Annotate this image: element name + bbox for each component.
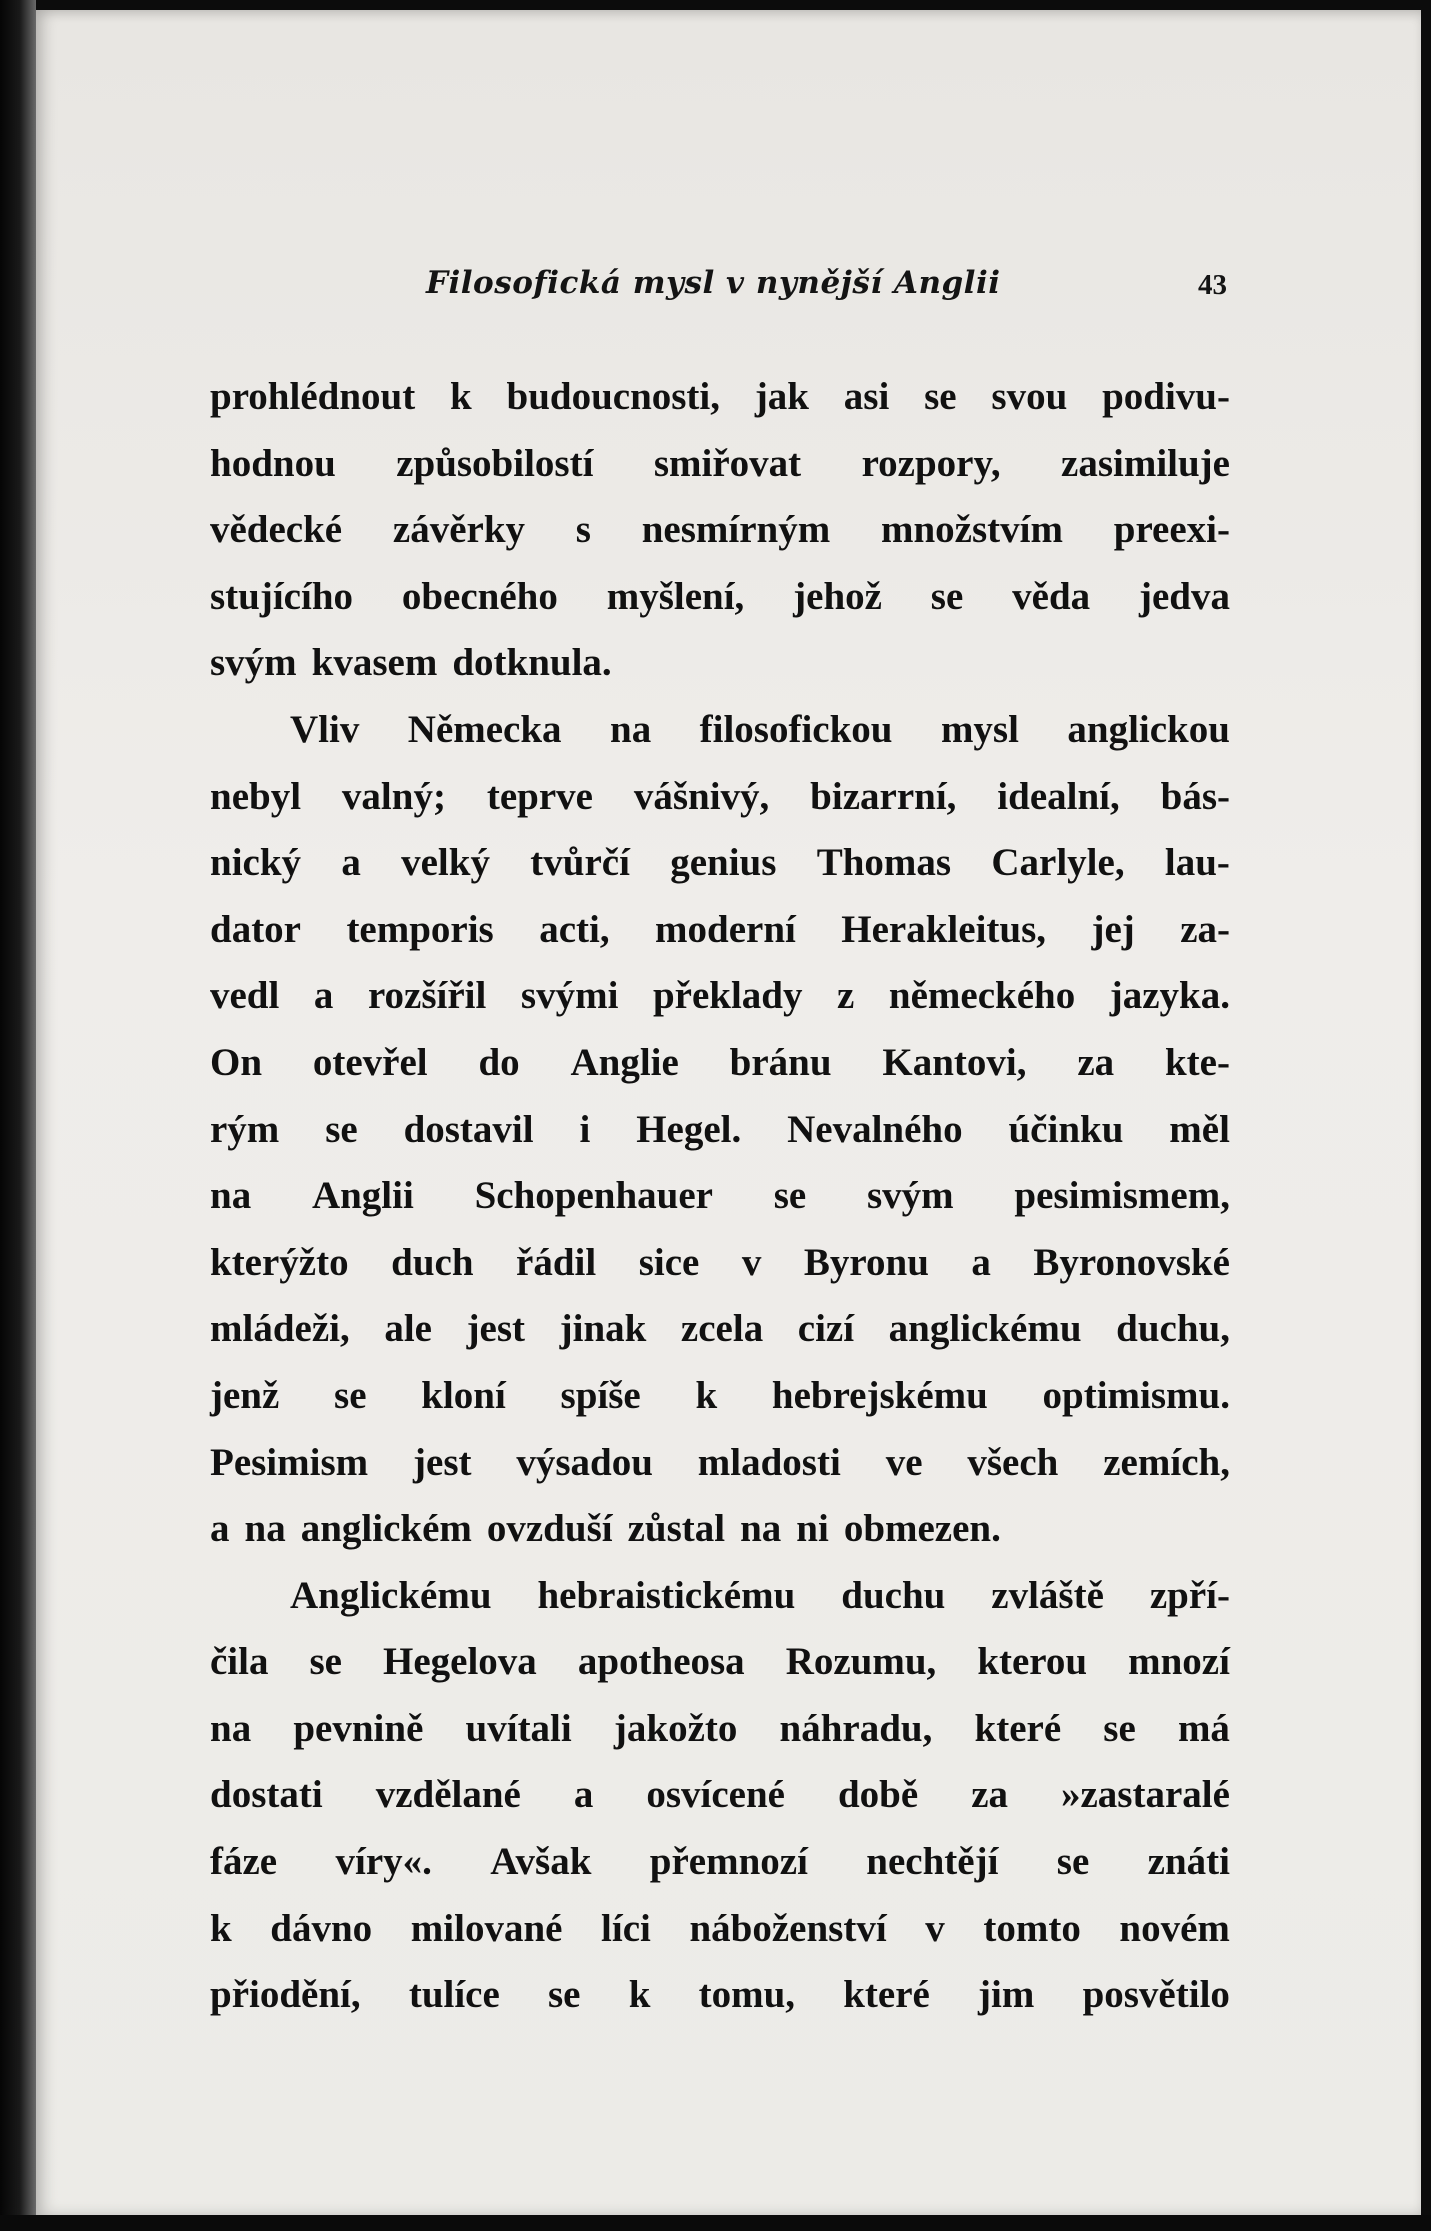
text-line: Anglickému hebraistickému duchu zvláště zpří- <box>290 1573 1230 1617</box>
text-line: On otevřel do Anglie bránu Kantovi, za kte- <box>210 1040 1230 1084</box>
running-head <box>36 265 1421 315</box>
text-line: vedl a rozšířil svými překlady z německého jazyka. <box>210 974 1230 1018</box>
scan-edge-bottom <box>0 2215 1431 2231</box>
text-line: rým se dostavil i Hegel. Nevalného účinku měl <box>210 1107 1230 1151</box>
text-line: hodnou způsobilostí smiřovat rozpory, zasimiluje <box>210 441 1230 485</box>
text-line: dator temporis acti, moderní Herakleitus, jej za- <box>210 907 1230 951</box>
text-line: vědecké závěrky s nesmírným množstvím preexi- <box>210 508 1230 552</box>
body-text <box>210 364 1230 2029</box>
text-line: k dávno milované líci náboženství v tomto novém <box>210 1906 1230 1950</box>
text-line: kterýžto duch řádil sice v Byronu a Byronovské <box>210 1240 1230 1284</box>
text-line: fáze víry«. Avšak přemnozí nechtějí se znáti <box>210 1840 1230 1884</box>
text-line: přiodění, tulíce se k tomu, které jim posvětilo <box>210 1973 1230 2017</box>
text-line: Pesimism jest výsadou mladosti ve všech zemích, <box>210 1440 1230 1484</box>
text-line: na pevnině uvítali jakožto náhradu, které se má <box>210 1706 1230 1750</box>
text-line: nický a velký tvůrčí genius Thomas Carlyle, lau- <box>210 841 1230 885</box>
text-line: svým kvasem dotknula. <box>210 641 612 685</box>
text-line: jenž se kloní spíše k hebrejskému optimismu. <box>210 1373 1230 1417</box>
text-line: stujícího obecného myšlení, jehož se věda jedva <box>210 574 1230 618</box>
paragraph <box>210 1563 1230 2029</box>
page-number: 43 <box>1198 269 1227 301</box>
paragraph <box>210 364 1230 697</box>
text-line: a na anglickém ovzduší zůstal na ni obmezen. <box>210 1507 1001 1551</box>
text-line: čila se Hegelova apotheosa Rozumu, kterou mnozí <box>210 1640 1230 1684</box>
text-line: na Anglii Schopenhauer se svým pesimismem, <box>210 1174 1230 1218</box>
book-page <box>36 10 1421 2215</box>
scan-edge-left <box>0 0 36 2231</box>
paragraph <box>210 697 1230 1563</box>
text-line: dostati vzdělané a osvícené době za »zastaralé <box>210 1773 1230 1817</box>
text-line: mládeži, ale jest jinak zcela cizí anglickému duchu, <box>210 1307 1230 1351</box>
text-line: Vliv Německa na filosofickou mysl anglickou <box>290 707 1230 751</box>
running-title: Filosofická mysl v nynější Anglii <box>426 265 1001 301</box>
text-line: nebyl valný; teprve vášnivý, bizarrní, idealní, bás- <box>210 774 1230 818</box>
text-line: prohlédnout k budoucnosti, jak asi se svou podivu- <box>210 375 1230 418</box>
